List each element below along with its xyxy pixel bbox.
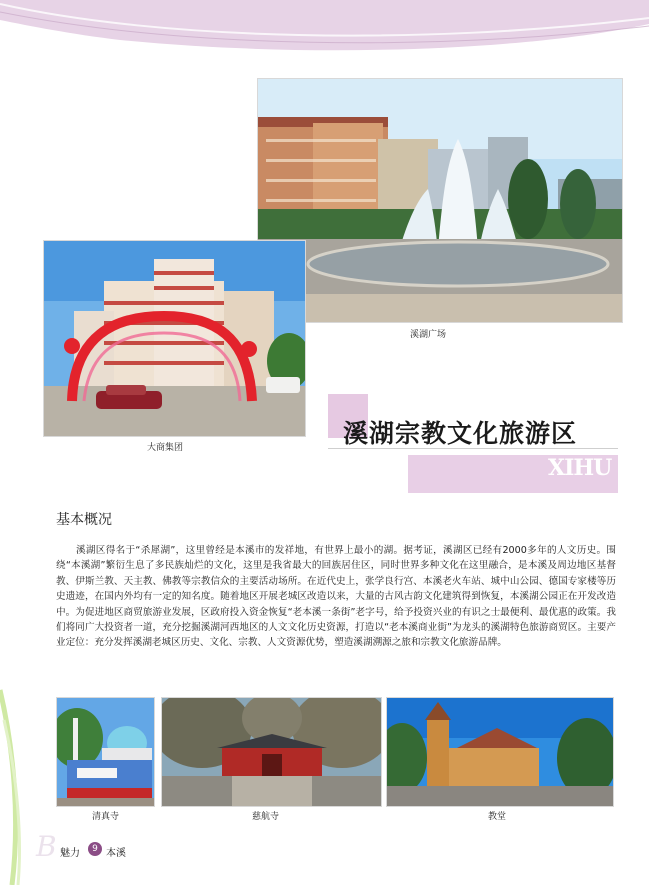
photo-dashang-group <box>43 240 306 437</box>
caption-xihu-square: 溪湖广场 <box>410 330 447 340</box>
title-subtitle: XIHU <box>548 455 612 481</box>
photo-xihu-square <box>257 78 623 323</box>
caption-cihang: 慈航寺 <box>252 812 280 822</box>
section-body: 溪湖区得名于“杀犀湖”，这里曾经是本溪市的发祥地，有世界上最小的湖。据考证，溪湖区已经有2000多年的人文历史。围绕“本溪湖”繁衍生息了多民族灿烂的文化，这里是我省最大的回族居住区，同时世界多种文化在这里融合，是本溪及周边地区基督教、伊斯兰教、天主教、佛教等宗教信众的主要活动场所。在近代史上，张学良行宫、本溪老火车站、城中山公园、德国专家楼等历史遗迹，在国内外均有一定的知名度。随着地区开展老城区改造以来，大量的古风古韵文化建筑得到恢复，本溪湖公园正在开发改造中。为促进地区商贸旅游业发展，区政府投入资金恢复“老本溪一条街”老字号，给予投资兴业的有识之士最便利、最优惠的政策。我们将同广大投资者一道，充分挖掘溪湖河西地区的人文文化历史资源，打造以“老本溪商业街”为龙头的溪湖特色旅游商贸区。主要产业定位：充分发挥溪湖老城区历史、文化、宗教、人文资源优势，塑造溪湖溯源之旅和宗教文化旅游品牌。 <box>56 545 616 649</box>
photo-cihang-temple <box>161 697 382 807</box>
page-title: 溪湖宗教文化旅游区 <box>343 419 578 448</box>
green-curve-decoration <box>0 660 40 885</box>
photo-mosque <box>56 697 155 807</box>
top-swoosh-decoration <box>0 0 649 60</box>
page-number-badge: 9 <box>88 842 102 856</box>
photo-church <box>386 697 614 807</box>
footer-label-right: 本溪 <box>106 848 126 859</box>
footer-label-left: 魅力 <box>60 848 80 859</box>
footer-logo-letter: B <box>36 830 57 863</box>
caption-church: 教堂 <box>488 812 507 822</box>
section-heading: 基本概况 <box>56 512 112 528</box>
caption-dashang: 大商集团 <box>147 443 184 453</box>
caption-mosque: 清真寺 <box>92 812 120 822</box>
